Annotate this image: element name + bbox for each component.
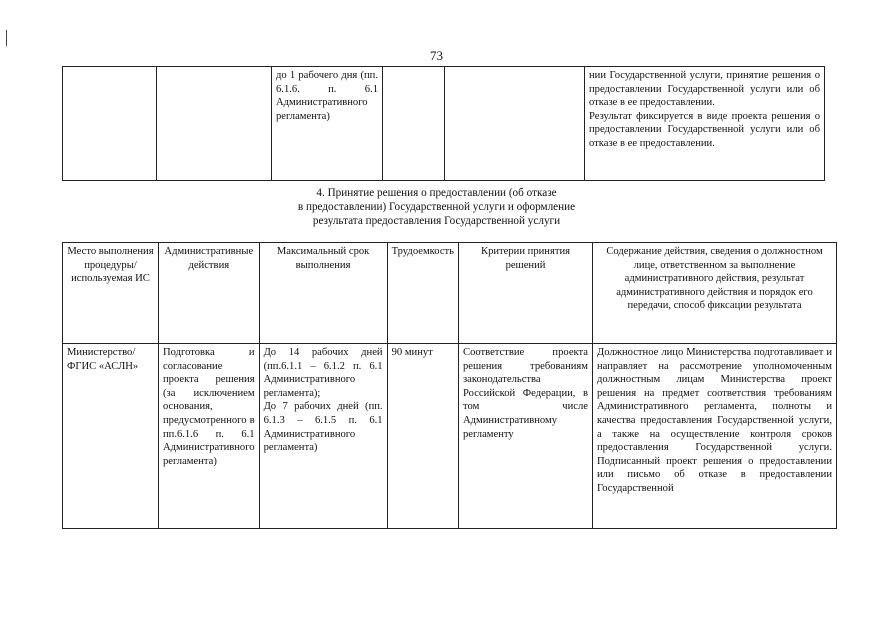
section-title-line: 4. Принятие решения о предоставлении (об отказе <box>316 187 557 199</box>
section-title <box>0 186 873 228</box>
table-cell <box>157 67 272 181</box>
term-line: До 7 рабочих дней (пп. 6.1.3 – 6.1.5 п. 6.1 Административного регламента) <box>263 401 383 454</box>
procedure-table <box>62 242 837 529</box>
table-cell <box>445 67 585 181</box>
margin-mark <box>6 30 7 46</box>
content-cell: Должностное лицо Министерства подготавливает и направляет на рассмотрение уполномоченным должностным лицам Министерства проект решения на предмет соответствия требованиям Административного регламента, полноты и качества предоставления Государственной услуги, а также на осуществление контроля сроков предоставления Государственной услуги. Подписанный проект решения о предоставлении или письмо об отказе в предоставлении Государственной <box>593 344 837 529</box>
continuation-table <box>62 66 825 181</box>
table-cell <box>63 67 157 181</box>
header-criteria: Критерии принятия решений <box>459 243 593 344</box>
header-place: Место выполнения процедуры/используемая ИС <box>63 243 159 344</box>
header-labor: Трудоемкость <box>387 243 458 344</box>
place-cell: Министерство/ ФГИС «АСЛН» <box>63 344 159 529</box>
action-cell: Подготовка и согласование проекта решения (за исключением основания, предусмотренного в пп.6.1.6 п. 6.1 Административного регламента) <box>159 344 260 529</box>
content-paragraph: нии Государственной услуги, принятие решения о предоставлении Государственной услуги или об отказе в ее предоставлении. <box>589 70 820 109</box>
term-cell <box>259 344 387 529</box>
section-title-line: в предоставлении) Государственной услуги и оформление <box>297 201 576 213</box>
header-row <box>63 243 837 344</box>
content-cell <box>585 67 825 181</box>
labor-cell: 90 минут <box>387 344 458 529</box>
criteria-cell: Соответствие проекта решения требованиям законодательства Российской Федерации, в том числе Административному регламенту <box>459 344 593 529</box>
header-content: Содержание действия, сведения о должностном лице, ответственном за выполнение административного действия, результат административного действия и порядок его передачи, способ фиксации результата <box>593 243 837 344</box>
page-number: 73 <box>430 48 443 63</box>
table-row <box>63 67 825 181</box>
table-cell <box>383 67 445 181</box>
content-paragraph: Результат фиксируется в виде проекта решения о предоставлении Государственной услуги или об отказе в ее предоставлении. <box>589 110 820 149</box>
section-title-line: результата предоставления Государственной услуги <box>312 215 561 227</box>
term-line: До 14 рабочих дней (пп.6.1.1 – 6.1.2 п. 6.1 Административного регламента); <box>263 347 383 399</box>
table-row <box>63 344 837 529</box>
header-actions: Административные действия <box>159 243 260 344</box>
term-cell: до 1 рабочего дня (пп. 6.1.6. п. 6.1 Административного регламента) <box>272 67 383 181</box>
header-term: Максимальный срок выполнения <box>259 243 387 344</box>
